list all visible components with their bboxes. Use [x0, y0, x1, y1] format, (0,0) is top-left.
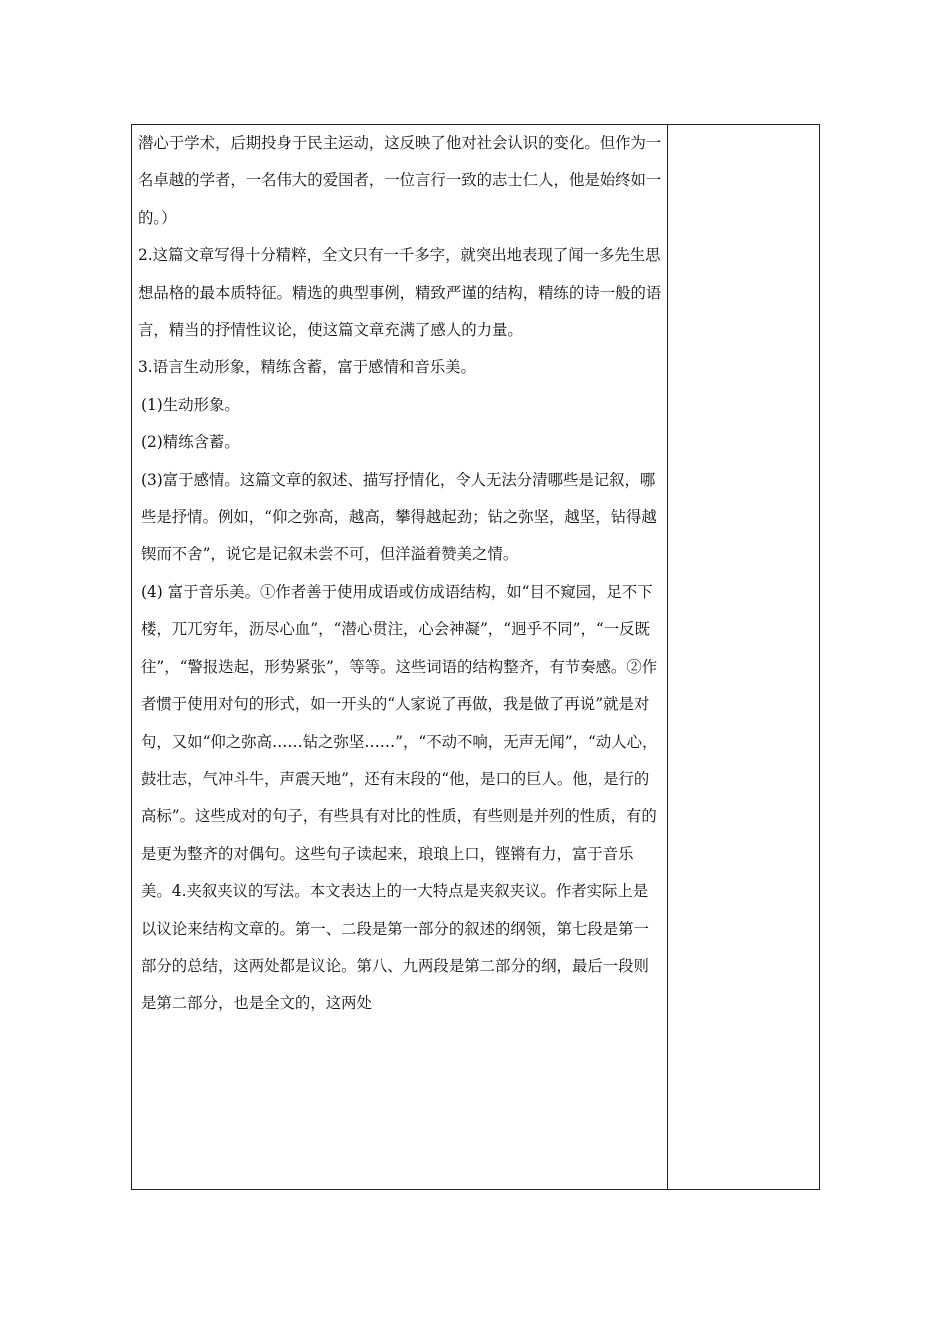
paragraph-5: (2)精练含蓄。	[141, 433, 240, 452]
paragraph-3: 3.语言生动形象，精练含蓄，富于感情和音乐美。	[138, 358, 476, 377]
paragraph-7: (4) 富于音乐美。①作者善于使用成语或仿成语结构，如“目不窥园，足不下楼，兀兀穷年，沥尽心血”，“潜心贯注，心会神凝”，“迥乎不同”，“一反既往”，“警报迭起，形势紧张”，等等。这些词语的结构整齐，有节奏感。②作者惯于使用对句的形式，如一开头的“人家说了再做，我是做了再说”就是对句，又如“仰之弥高……钻之弥坚……”，“不动不响，无声无闻”，“动人心，鼓壮志，气冲斗牛，声震天地”，还有末段的“他，是口的巨人。他，是行的高标”。这些成对的句子，有些具有对比的性质，有些则是并列的性质，有的是更为整齐的对偶句。这些句子读起来，琅琅上口，铿锵有力，富于音乐美。4.夹叙夹议的写法。本文表达上的一大特点是夹叙夹议。作者实际上是以议论来结构文章的。第一、二段是第一部分的叙述的纲领，第七段是第一部分的总结，这两处都是议论。第八、九两段是第二部分的纲，最后一段则是第二部分，也是全文的，这两处	[141, 582, 658, 1013]
paragraph-4: (1)生动形象。	[141, 395, 240, 414]
paragraph-2: 2.这篇文章写得十分精粹，全文只有一千多字，就突出地表现了闻一多先生思想品格的最本质特征。精选的典型事例，精致严谨的结构，精练的诗一般的语言，精当的抒情性议论，使这篇文章充满了感人的力量。	[138, 246, 662, 340]
paragraph-1: 潜心于学术，后期投身于民主运动，这反映了他对社会认识的变化。但作为一名卓越的学者，一名伟大的爱国者，一位言行一致的志士仁人，他是始终如一的。）	[138, 134, 662, 227]
content-table	[131, 124, 820, 1190]
content-cell	[138, 125, 662, 1023]
column-divider	[667, 125, 668, 1189]
paragraph-6: (3)富于感情。这篇文章的叙述、描写抒情化，令人无法分清哪些是记叙，哪些是抒情。例如，“仰之弥高，越高，攀得越起劲；钻之弥坚，越坚，钻得越锲而不舍”，说它是记叙未尝不可，但洋溢着赞美之情。	[141, 470, 657, 564]
